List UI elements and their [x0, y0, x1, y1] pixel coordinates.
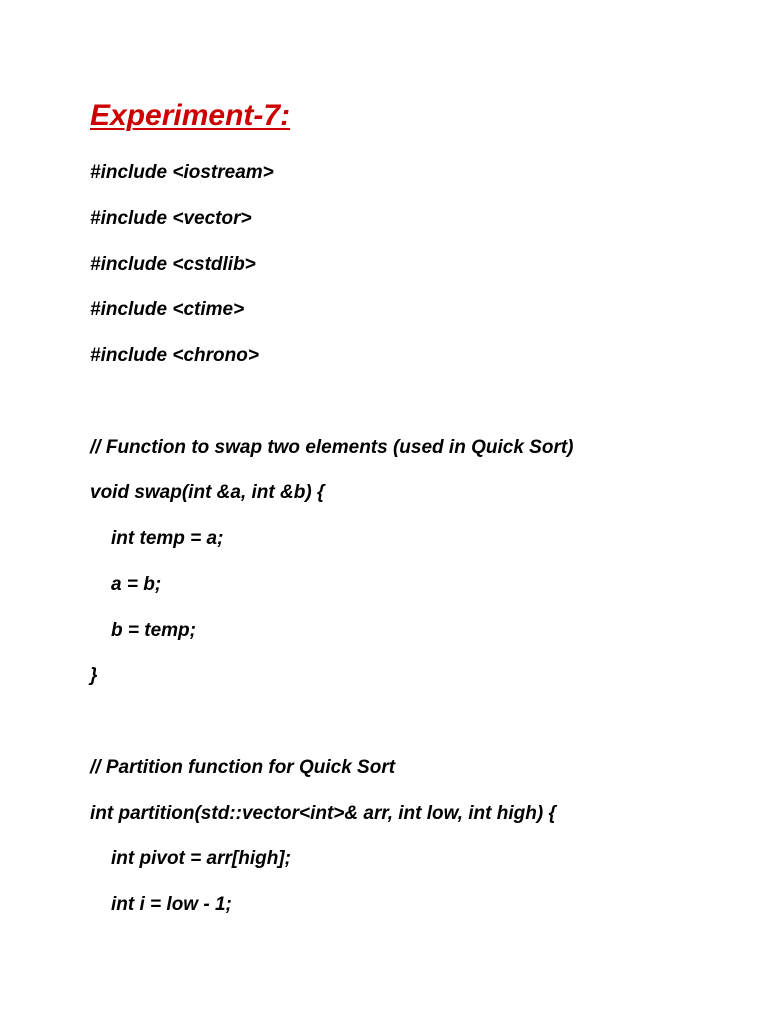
code-line-include-iostream: #include <iostream>	[90, 162, 274, 183]
code-line-i-init: int i = low - 1;	[111, 894, 232, 915]
experiment-title: Experiment-7:	[90, 99, 291, 132]
comment-swap-function: // Function to swap two elements (used in Quick Sort)	[90, 436, 574, 458]
code-line-include-ctime: #include <ctime>	[90, 299, 245, 321]
blank-line	[90, 699, 750, 745]
code-line-include-chrono: #include <chrono>	[90, 345, 259, 366]
code-line-include-cstdlib: #include <cstdlib>	[90, 253, 256, 275]
code-line-a-assign: a = b;	[111, 573, 162, 595]
code-block	[90, 150, 750, 928]
code-line-close-brace: }	[90, 665, 98, 687]
comment-partition-function: // Partition function for Quick Sort	[90, 756, 396, 778]
blank-line	[90, 379, 750, 425]
code-line-temp-assign: int temp = a;	[111, 528, 224, 549]
code-line-partition-signature: int partition(std::vector<int>& arr, int low, int high) {	[90, 802, 556, 824]
code-line-include-vector: #include <vector>	[90, 207, 252, 229]
code-line-swap-signature: void swap(int &a, int &b) {	[90, 482, 325, 504]
code-line-b-assign: b = temp;	[111, 619, 196, 641]
code-line-pivot: int pivot = arr[high];	[111, 848, 291, 870]
